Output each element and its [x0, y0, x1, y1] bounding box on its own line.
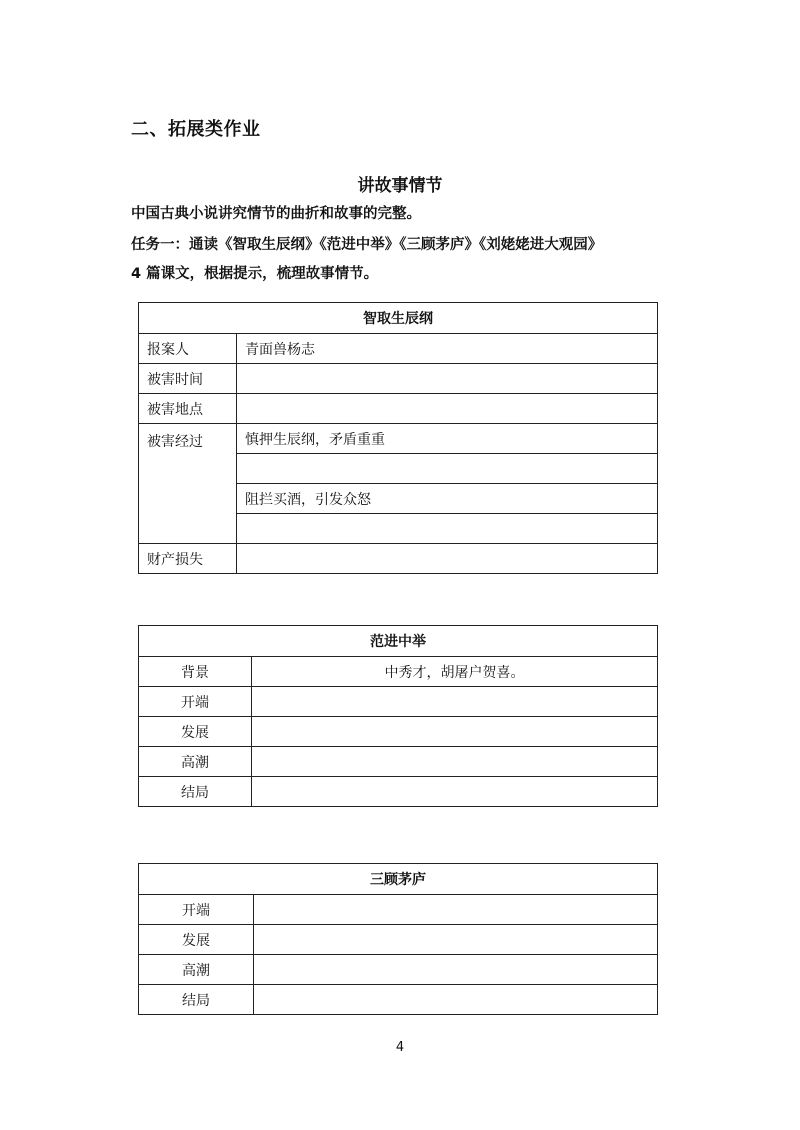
table-row: [139, 747, 658, 777]
row-label: 报案人: [139, 334, 237, 364]
table-row: [139, 687, 658, 717]
row-label: 高潮: [139, 747, 252, 777]
table-row: [139, 777, 658, 807]
row-label: 发展: [139, 925, 254, 955]
section-heading: 二、拓展类作业: [131, 119, 261, 140]
table-row: [139, 657, 658, 687]
row-value: 慎押生辰纲，矛盾重重: [237, 424, 658, 454]
row-label: 被害经过: [139, 424, 237, 544]
row-value: [254, 895, 658, 925]
table-row: [139, 925, 658, 955]
row-label: 结局: [139, 985, 254, 1015]
table-row: [139, 544, 658, 574]
row-value: [252, 747, 658, 777]
table-row: [139, 895, 658, 925]
row-label: 被害时间: [139, 364, 237, 394]
table-row: [139, 334, 658, 364]
table-title: 范进中举: [139, 626, 658, 657]
row-value: [252, 687, 658, 717]
intro-line-1: 中国古典小说讲究情节的曲折和故事的完整。: [131, 206, 421, 222]
row-value: 阻拦买酒，引发众怒: [237, 484, 658, 514]
table-title: 智取生辰纲: [139, 303, 658, 334]
table-row: [139, 394, 658, 424]
row-value: 青面兽杨志: [237, 334, 658, 364]
table-row: [139, 424, 658, 454]
table-sangu-maolu: [138, 863, 658, 1015]
row-value: [237, 454, 658, 484]
row-value: [237, 514, 658, 544]
table-title: 三顾茅庐: [139, 864, 658, 895]
row-label: 结局: [139, 777, 252, 807]
row-label: 发展: [139, 717, 252, 747]
table-fanjin-zhongju: [138, 625, 658, 807]
row-value: [254, 985, 658, 1015]
row-label: 高潮: [139, 955, 254, 985]
row-label: 开端: [139, 687, 252, 717]
row-value: [254, 925, 658, 955]
table-row: [139, 985, 658, 1015]
row-value: [237, 364, 658, 394]
row-value: [237, 394, 658, 424]
table-row: [139, 364, 658, 394]
row-value: [252, 777, 658, 807]
table-row: [139, 717, 658, 747]
intro-line-3: 4 篇课文，根据提示，梳理故事情节。: [131, 266, 379, 282]
row-label: 被害地点: [139, 394, 237, 424]
row-value: [254, 955, 658, 985]
story-title: 讲故事情节: [357, 176, 443, 196]
row-value: [237, 544, 658, 574]
row-label: 开端: [139, 895, 254, 925]
table-zhiqu-shengchengang: [138, 302, 658, 574]
intro-line-2: 任务一：通读《智取生辰纲》《范进中举》《三顾茅庐》《刘姥姥进大观园》: [131, 237, 603, 253]
page-number: 4: [395, 1040, 405, 1055]
row-label: 财产损失: [139, 544, 237, 574]
row-label: 背景: [139, 657, 252, 687]
row-value: [252, 717, 658, 747]
row-value: 中秀才，胡屠户贺喜。: [252, 657, 658, 687]
table-row: [139, 955, 658, 985]
